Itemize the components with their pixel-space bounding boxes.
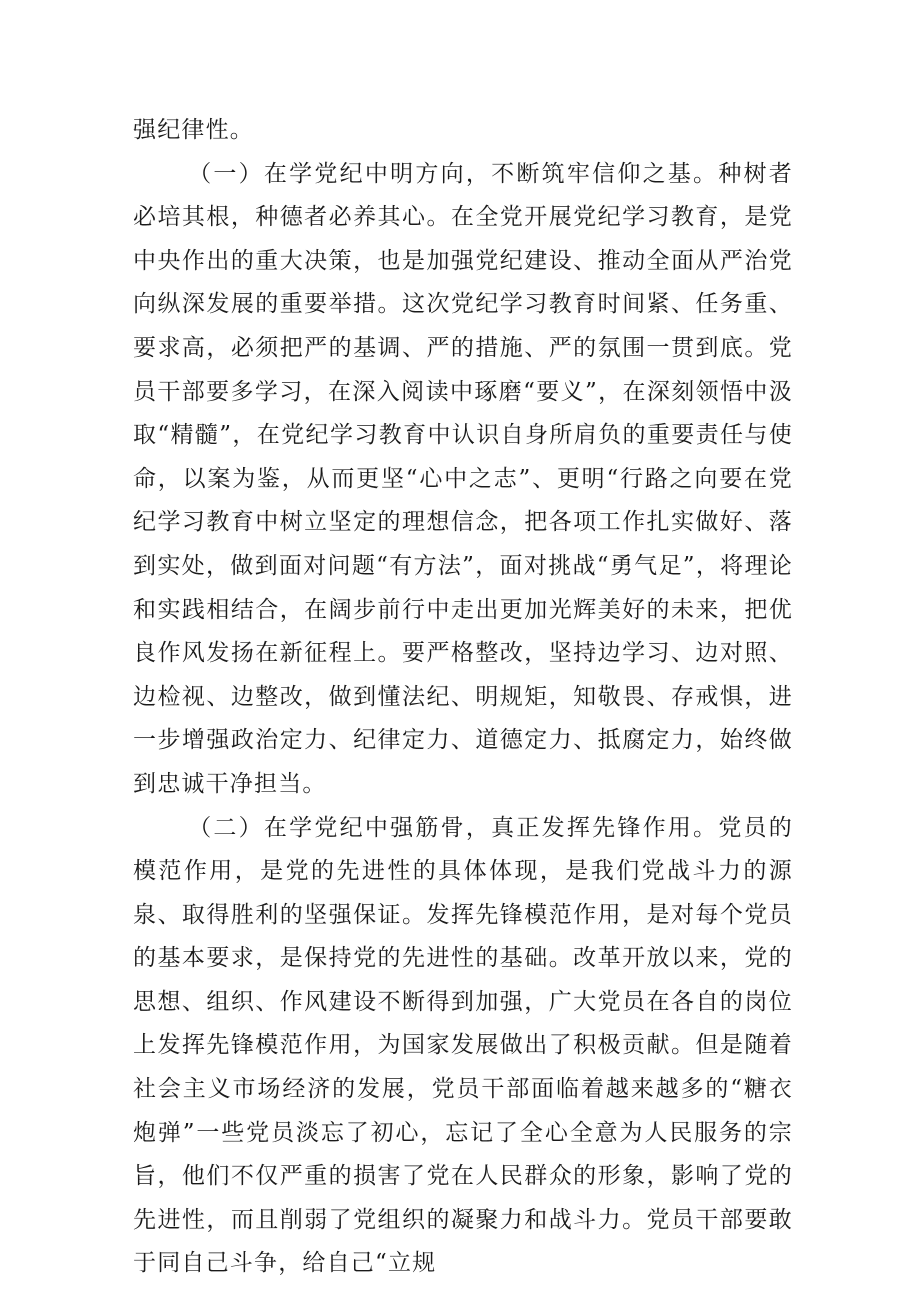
document-body [133,109,793,1286]
paragraph-text: 强纪律性。 [133,117,254,143]
paragraph-text: 种树者必培其根，种德者必养其心。在全党开展党纪学习教育，是党中央作出的重大决策，也是加强党纪建设、推动全面从严治党向纵深发展的重要举措。这次党纪学习教育时间紧、任务重、要求高，必须把严的基调、严的措施、严的氛围一贯到底。党员干部要多学习，在深入阅读中琢磨“要义”，在深刻领悟中汲取“精髓”，在党纪学习教育中认识自身所肩负的重要责任与使命，以案为鉴，从而更坚“心中之志”、更明“行路之向要在党纪学习教育中树立坚定的理想信念，把各项工作扎实做好、落到实处，做到面对问题“有方法”，面对挑战“勇气足”，将理论和实践相结合，在阔步前行中走出更加光辉美好的未来，把优良作风发扬在新征程上。要严格整改，坚持边学习、边对照、边检视、边整改，做到懂法纪、明规矩，知敬畏、存戒惧，进一步增强政治定力、纪律定力、道德定力、抵腐定力，始终做到忠诚干净担当。 [133,160,793,797]
section-heading-two: （二）在学党纪中强筋骨，真正发挥先锋作用。 [188,814,719,841]
paragraph-text: 党员的模范作用，是党的先进性的具体体现，是我们党战斗力的源泉、取得胜利的坚强保证。发挥先锋模范作用，是对每个党员的基本要求，是保持党的先进性的基础。改革开放以来，党的思想、组织、作风建设不断得到加强，广大党员在各自的岗位上发挥先锋模范作用，为国家发展做出了积极贡献。但是随着社会主义市场经济的发展，党员干部面临着越来越多的“糖衣炮弹”一些党员淡忘了初心，忘记了全心全意为人民服务的宗旨，他们不仅严重的损害了党在人民群众的形象，影响了党的先进性，而且削弱了党组织的凝聚力和战斗力。党员干部要敢于同自己斗争，给自己“立规 [133,814,793,1277]
paragraph-continuation [133,109,793,153]
paragraph-section-two [133,807,793,1287]
section-heading-one: （一）在学党纪中明方向，不断筑牢信仰之基。 [188,160,719,187]
paragraph-section-one [133,153,793,807]
